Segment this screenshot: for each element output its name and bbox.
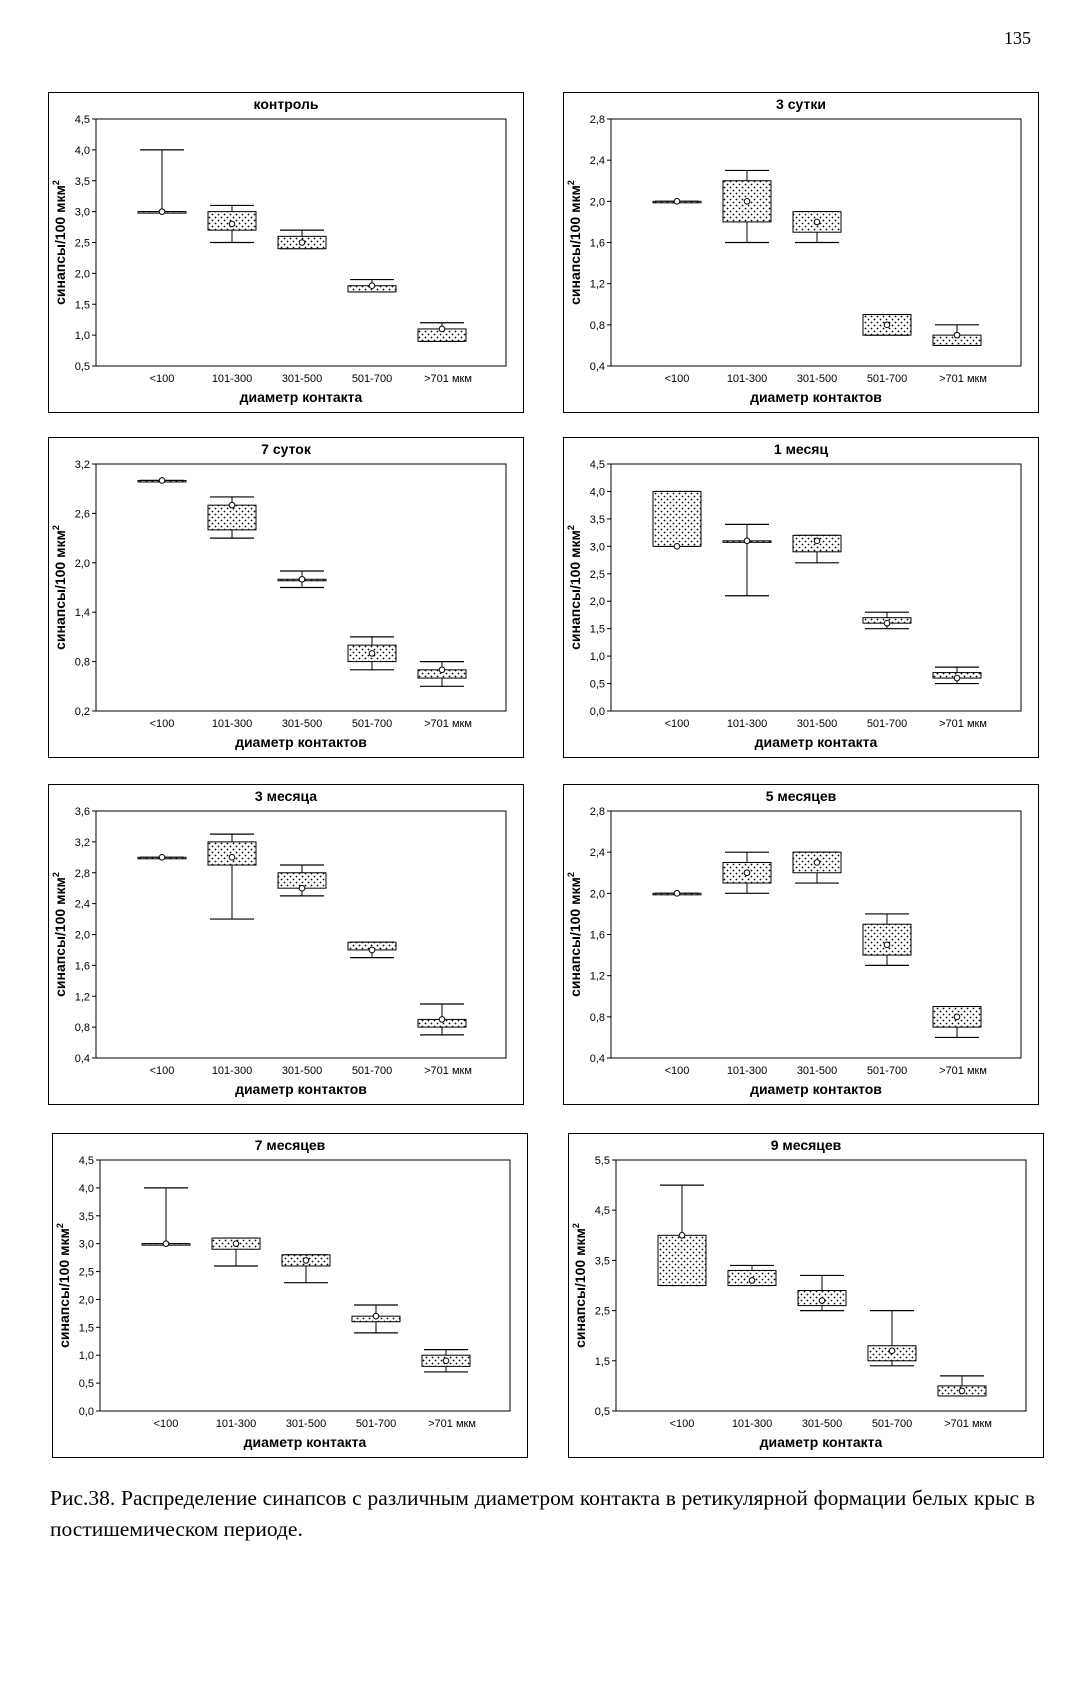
median-marker <box>229 855 235 861</box>
x-tick-label: <100 <box>153 1418 179 1430</box>
chart-panel-7-months <box>52 1133 528 1458</box>
x-axis-label: диаметр контактов <box>750 389 882 405</box>
x-tick-label: 301-500 <box>285 1418 327 1430</box>
median-marker <box>959 1388 965 1394</box>
x-tick-label: >701 мкм <box>939 373 987 385</box>
x-tick-label: 501-700 <box>866 1065 908 1077</box>
x-tick-label: 301-500 <box>281 718 323 730</box>
box-2 <box>208 497 256 538</box>
box-3 <box>793 535 841 562</box>
y-tick-label: 0,5 <box>78 1378 94 1391</box>
y-axis-label-superscript: 2 <box>51 525 61 531</box>
chart-svg <box>53 1134 527 1457</box>
y-tick-label: 4,5 <box>594 1205 610 1218</box>
x-axis-label: диаметр контакта <box>754 734 878 750</box>
median-marker <box>159 209 165 215</box>
box-2 <box>728 1265 776 1285</box>
median-marker <box>884 322 890 328</box>
box-4 <box>348 280 396 292</box>
plot-area <box>100 1160 510 1411</box>
y-axis-label-superscript: 2 <box>51 872 61 878</box>
x-axis-label: диаметр контакта <box>239 389 363 405</box>
y-tick-label: 3,0 <box>589 541 605 554</box>
y-tick-label: 2,0 <box>74 268 90 281</box>
y-tick-label: 4,5 <box>589 459 605 471</box>
y-axis-label-superscript: 2 <box>55 1223 65 1229</box>
median-marker <box>299 576 305 582</box>
x-tick-label: <100 <box>664 718 690 730</box>
x-tick-label: >701 мкм <box>428 1418 476 1430</box>
y-tick-label: 2,5 <box>589 568 605 581</box>
y-tick-label: 1,5 <box>78 1322 94 1335</box>
box-1 <box>138 478 186 484</box>
y-tick-label: 5,5 <box>594 1155 610 1167</box>
median-marker <box>299 885 305 891</box>
box-5 <box>418 1004 466 1035</box>
y-axis-label-superscript: 2 <box>566 872 576 878</box>
y-tick-label: 2,5 <box>594 1305 610 1318</box>
chart-panel-3-months <box>48 784 524 1105</box>
median-marker <box>889 1348 895 1354</box>
x-axis-label: диаметр контактов <box>750 1081 882 1097</box>
chart-panel-7-days <box>48 437 524 758</box>
y-tick-label: 4,0 <box>78 1182 94 1195</box>
chart-svg <box>49 785 523 1104</box>
median-marker <box>369 283 375 289</box>
box-3 <box>798 1275 846 1310</box>
y-tick-label: 1,6 <box>589 237 605 250</box>
y-axis-label: синапсы/100 мкм$^2$ <box>51 180 68 305</box>
box-body <box>208 505 256 530</box>
y-tick-label: 3,5 <box>78 1210 94 1223</box>
y-axis-label: синапсы/100 мкм$^2$ <box>566 180 583 305</box>
median-marker <box>679 1233 685 1239</box>
y-tick-label: 2,0 <box>74 929 90 942</box>
y-tick-label: 1,0 <box>78 1350 94 1363</box>
median-marker <box>163 1241 169 1247</box>
median-marker <box>439 1017 445 1023</box>
box-1 <box>653 491 701 549</box>
median-marker <box>303 1258 309 1264</box>
x-tick-label: 501-700 <box>866 373 908 385</box>
chart-svg <box>564 785 1038 1104</box>
median-marker <box>443 1358 449 1364</box>
caption-label: Рис.38. <box>50 1486 116 1510</box>
box-4 <box>863 612 911 628</box>
y-tick-label: 0,8 <box>589 1011 605 1024</box>
y-tick-label: 1,5 <box>589 623 605 636</box>
box-5 <box>933 325 981 346</box>
chart-svg <box>564 438 1038 757</box>
median-marker <box>229 502 235 508</box>
median-marker <box>954 1014 960 1020</box>
chart-title: 7 месяцев <box>254 1137 326 1153</box>
box-1 <box>142 1188 190 1247</box>
y-tick-label: 0,4 <box>589 361 605 373</box>
y-axis-label: синапсы/100 мкм$^2$ <box>51 525 68 650</box>
box-5 <box>933 1007 981 1038</box>
median-marker <box>954 675 960 681</box>
figure-caption <box>50 1483 1035 1545</box>
median-marker <box>373 1313 379 1319</box>
median-marker <box>744 870 750 876</box>
chart-title: 3 месяца <box>254 788 318 804</box>
median-marker <box>369 947 375 953</box>
median-marker <box>744 538 750 544</box>
y-axis-label: синапсы/100 мкм$^2$ <box>566 525 583 650</box>
y-tick-label: 3,0 <box>74 206 90 219</box>
page-number: 135 <box>1004 28 1031 48</box>
y-tick-label: 1,5 <box>594 1355 610 1368</box>
y-axis-label-superscript: 2 <box>566 180 576 186</box>
x-axis-label: диаметр контактов <box>235 734 367 750</box>
x-axis-label: диаметр контакта <box>759 1434 883 1450</box>
x-tick-label: 501-700 <box>355 1418 397 1430</box>
box-4 <box>348 942 396 957</box>
y-tick-label: 3,5 <box>594 1255 610 1268</box>
median-marker <box>744 199 750 205</box>
chart-panel-9-months <box>568 1133 1044 1458</box>
y-tick-label: 0,2 <box>74 706 90 718</box>
y-axis-label-superscript: 2 <box>571 1223 581 1229</box>
median-marker <box>439 667 445 673</box>
box-2 <box>723 852 771 893</box>
box-4 <box>863 914 911 965</box>
box-2 <box>723 170 771 242</box>
box-2 <box>208 205 256 242</box>
box-1 <box>138 855 186 861</box>
x-tick-label: 301-500 <box>801 1418 843 1430</box>
y-tick-label: 0,5 <box>74 361 90 373</box>
y-tick-label: 1,2 <box>589 970 605 983</box>
y-tick-label: 0,5 <box>594 1406 610 1418</box>
box-body <box>863 924 911 955</box>
box-2 <box>723 524 771 595</box>
chart-svg <box>49 438 523 757</box>
x-tick-label: <100 <box>149 1065 175 1077</box>
median-marker <box>814 219 820 225</box>
y-tick-label: 1,6 <box>74 960 90 973</box>
y-tick-label: 2,8 <box>589 114 605 126</box>
y-tick-label: 0,0 <box>78 1406 94 1418</box>
box-5 <box>422 1350 470 1372</box>
x-tick-label: 301-500 <box>796 718 838 730</box>
box-3 <box>278 571 326 587</box>
y-tick-label: 2,0 <box>589 596 605 609</box>
x-tick-label: 501-700 <box>871 1418 913 1430</box>
y-tick-label: 4,5 <box>74 114 90 126</box>
median-marker <box>159 855 165 861</box>
chart-svg <box>569 1134 1043 1457</box>
y-tick-label: 2,0 <box>589 888 605 901</box>
y-tick-label: 2,4 <box>589 155 605 168</box>
y-tick-label: 4,0 <box>589 486 605 499</box>
x-tick-label: 101-300 <box>726 718 768 730</box>
box-5 <box>418 662 466 687</box>
median-marker <box>299 240 305 246</box>
x-tick-label: 101-300 <box>211 1065 253 1077</box>
y-tick-label: 2,0 <box>74 557 90 570</box>
y-axis-label: синапсы/100 мкм$^2$ <box>55 1223 72 1348</box>
x-tick-label: 101-300 <box>726 1065 768 1077</box>
caption-text: Распределение синапсов с различным диаметром контакта в ретикулярной формации белых крыс в постишемическом периоде. <box>50 1486 1035 1541</box>
chart-title: 5 месяцев <box>765 788 837 804</box>
box-5 <box>933 667 981 683</box>
median-marker <box>369 651 375 657</box>
box-3 <box>282 1255 330 1283</box>
y-tick-label: 1,6 <box>589 929 605 942</box>
chart-panel-3-days <box>563 92 1039 413</box>
box-1 <box>653 891 701 897</box>
median-marker <box>819 1298 825 1304</box>
y-tick-label: 1,5 <box>74 299 90 312</box>
y-tick-label: 4,0 <box>74 144 90 157</box>
median-marker <box>749 1278 755 1284</box>
box-4 <box>863 315 911 336</box>
y-tick-label: 0,5 <box>589 678 605 691</box>
box-5 <box>938 1376 986 1396</box>
y-tick-label: 3,2 <box>74 836 90 849</box>
y-tick-label: 2,0 <box>589 196 605 209</box>
y-tick-label: 0,4 <box>589 1053 605 1065</box>
y-tick-label: 1,0 <box>74 330 90 343</box>
x-tick-label: >701 мкм <box>424 1065 472 1077</box>
x-axis-label: диаметр контактов <box>235 1081 367 1097</box>
y-tick-label: 1,2 <box>589 278 605 291</box>
x-tick-label: 101-300 <box>215 1418 257 1430</box>
x-tick-label: <100 <box>664 373 690 385</box>
chart-panel-1-month <box>563 437 1039 758</box>
chart-title: контроль <box>253 96 319 112</box>
median-marker <box>814 538 820 544</box>
y-tick-label: 2,6 <box>74 508 90 521</box>
y-tick-label: 0,0 <box>589 706 605 718</box>
box-3 <box>278 230 326 249</box>
y-tick-label: 4,5 <box>78 1155 94 1167</box>
y-tick-label: 1,4 <box>74 607 90 620</box>
y-tick-label: 1,0 <box>589 651 605 664</box>
median-marker <box>439 326 445 332</box>
x-tick-label: 301-500 <box>281 373 323 385</box>
y-tick-label: 3,5 <box>589 513 605 526</box>
y-tick-label: 2,4 <box>74 898 90 911</box>
x-tick-label: 301-500 <box>796 1065 838 1077</box>
median-marker <box>814 860 820 866</box>
x-axis-label: диаметр контакта <box>243 1434 367 1450</box>
box-3 <box>793 852 841 883</box>
median-marker <box>233 1241 239 1247</box>
y-axis-label-superscript: 2 <box>51 180 61 186</box>
box-body <box>208 842 256 865</box>
y-tick-label: 2,5 <box>74 237 90 250</box>
x-tick-label: 301-500 <box>281 1065 323 1077</box>
y-tick-label: 0,8 <box>589 319 605 332</box>
x-tick-label: 501-700 <box>866 718 908 730</box>
median-marker <box>229 221 235 227</box>
x-tick-label: <100 <box>664 1065 690 1077</box>
y-tick-label: 2,4 <box>589 847 605 860</box>
box-body <box>658 1235 706 1285</box>
median-marker <box>674 544 680 550</box>
x-tick-label: >701 мкм <box>424 373 472 385</box>
x-tick-label: 101-300 <box>211 373 253 385</box>
x-tick-label: <100 <box>149 718 175 730</box>
x-tick-label: 301-500 <box>796 373 838 385</box>
y-tick-label: 3,6 <box>74 806 90 818</box>
box-1 <box>658 1185 706 1285</box>
y-tick-label: 0,8 <box>74 656 90 669</box>
y-tick-label: 2,8 <box>74 867 90 880</box>
x-tick-label: >701 мкм <box>944 1418 992 1430</box>
x-tick-label: 501-700 <box>351 718 393 730</box>
x-tick-label: >701 мкм <box>939 1065 987 1077</box>
y-tick-label: 2,0 <box>78 1294 94 1307</box>
chart-title: 1 месяц <box>773 441 829 457</box>
box-2 <box>212 1238 260 1266</box>
x-tick-label: 501-700 <box>351 1065 393 1077</box>
x-tick-label: >701 мкм <box>939 718 987 730</box>
x-tick-label: 101-300 <box>211 718 253 730</box>
box-3 <box>793 212 841 243</box>
chart-title: 3 сутки <box>776 96 826 112</box>
y-tick-label: 3,2 <box>74 459 90 471</box>
box-body <box>653 491 701 546</box>
median-marker <box>674 891 680 897</box>
box-4 <box>348 637 396 670</box>
box-1 <box>653 199 701 205</box>
box-4 <box>868 1311 916 1366</box>
y-tick-label: 0,8 <box>74 1022 90 1035</box>
x-tick-label: 501-700 <box>351 373 393 385</box>
y-tick-label: 2,5 <box>78 1266 94 1279</box>
box-3 <box>278 865 326 896</box>
chart-panel-5-months <box>563 784 1039 1105</box>
box-4 <box>352 1305 400 1333</box>
y-tick-label: 1,2 <box>74 991 90 1004</box>
y-axis-label-superscript: 2 <box>566 525 576 531</box>
x-tick-label: 101-300 <box>731 1418 773 1430</box>
median-marker <box>884 942 890 948</box>
y-axis-label: синапсы/100 мкм$^2$ <box>51 872 68 997</box>
y-tick-label: 3,0 <box>78 1238 94 1251</box>
chart-title: 9 месяцев <box>770 1137 842 1153</box>
box-2 <box>208 834 256 919</box>
box-1 <box>138 150 186 215</box>
y-tick-label: 3,5 <box>74 175 90 188</box>
x-tick-label: <100 <box>669 1418 695 1430</box>
y-axis-label: синапсы/100 мкм$^2$ <box>571 1223 588 1348</box>
chart-title: 7 суток <box>261 441 311 457</box>
median-marker <box>954 332 960 338</box>
y-tick-label: 2,8 <box>589 806 605 818</box>
y-tick-label: 0,4 <box>74 1053 90 1065</box>
x-tick-label: <100 <box>149 373 175 385</box>
chart-svg <box>49 93 523 412</box>
median-marker <box>674 199 680 205</box>
box-5 <box>418 323 466 342</box>
chart-svg <box>564 93 1038 412</box>
x-tick-label: 101-300 <box>726 373 768 385</box>
median-marker <box>884 620 890 626</box>
x-tick-label: >701 мкм <box>424 718 472 730</box>
chart-panel-control <box>48 92 524 413</box>
y-axis-label: синапсы/100 мкм$^2$ <box>566 872 583 997</box>
median-marker <box>159 478 165 484</box>
